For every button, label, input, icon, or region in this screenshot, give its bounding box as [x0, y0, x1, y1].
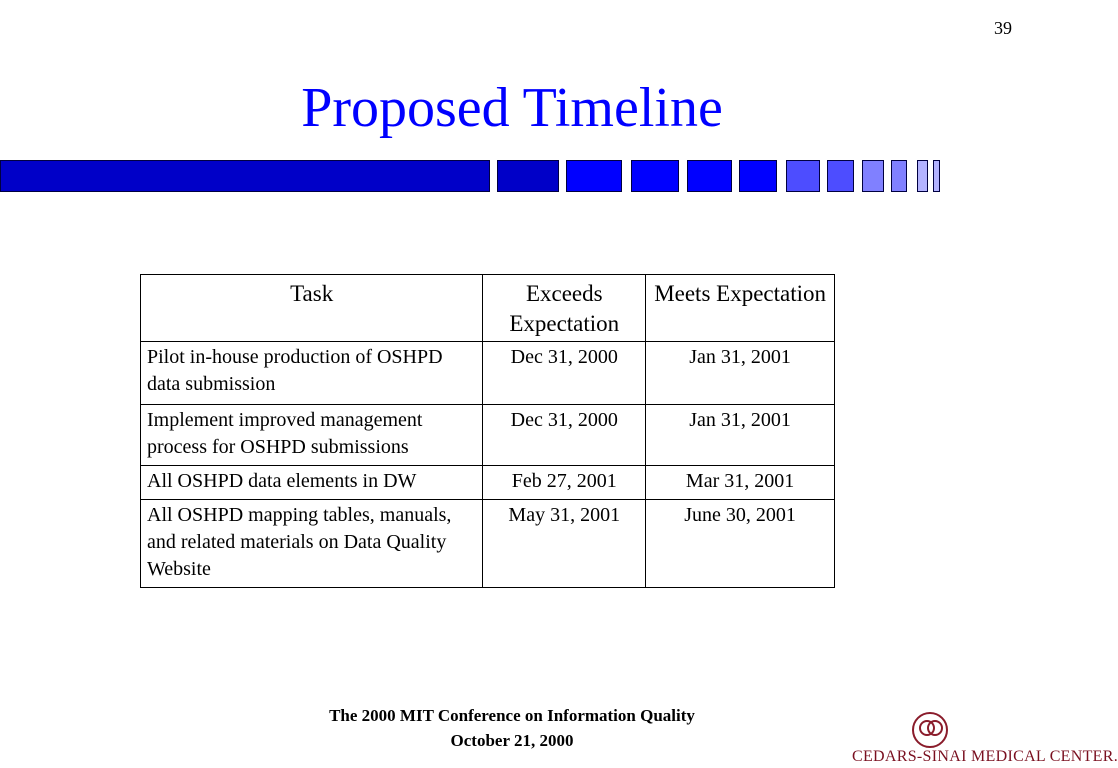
- table-row: [141, 405, 835, 466]
- task-cell: Pilot in-house production of OSHPD data submission: [141, 342, 483, 405]
- column-header-meets: Meets Expectation: [646, 275, 835, 342]
- bar-segment: [631, 160, 679, 192]
- timeline-table: [140, 274, 835, 588]
- table-header-row: [141, 275, 835, 342]
- table-row: [141, 466, 835, 500]
- meets-date-cell: June 30, 2001: [646, 500, 835, 588]
- column-header-task: Task: [141, 275, 483, 342]
- bar-segment: [739, 160, 777, 192]
- footer-conference: The 2000 MIT Conference on Information Quality: [329, 706, 695, 725]
- logo-text: CEDARS-SINAI MEDICAL CENTER.: [852, 748, 1118, 765]
- bar-segment: [917, 160, 928, 192]
- footer-date: October 21, 2000: [450, 731, 574, 750]
- logo-emblem-icon: [912, 712, 948, 748]
- table-row: [141, 342, 835, 405]
- bar-segment: [566, 160, 622, 192]
- exceeds-date-cell: Dec 31, 2000: [483, 342, 646, 405]
- exceeds-date-cell: Feb 27, 2001: [483, 466, 646, 500]
- meets-date-cell: Mar 31, 2001: [646, 466, 835, 500]
- bar-segment: [0, 160, 490, 192]
- exceeds-date-cell: Dec 31, 2000: [483, 405, 646, 466]
- table-row: [141, 500, 835, 588]
- column-header-exceeds: Exceeds Expectation: [483, 275, 646, 342]
- exceeds-date-cell: May 31, 2001: [483, 500, 646, 588]
- task-cell: Implement improved management process for OSHPD submissions: [141, 405, 483, 466]
- task-cell: All OSHPD mapping tables, manuals, and related materials on Data Quality Website: [141, 500, 483, 588]
- bar-segment: [827, 160, 854, 192]
- bar-segment: [687, 160, 732, 192]
- page-number: 39: [994, 18, 1012, 38]
- meets-date-cell: Jan 31, 2001: [646, 405, 835, 466]
- cedars-sinai-logo: [852, 712, 1118, 768]
- task-cell: All OSHPD data elements in DW: [141, 466, 483, 500]
- bar-segment: [933, 160, 940, 192]
- bar-segment: [862, 160, 884, 192]
- slide-title: Proposed Timeline: [301, 77, 723, 139]
- bar-segment: [497, 160, 559, 192]
- meets-date-cell: Jan 31, 2001: [646, 342, 835, 405]
- bar-segment: [786, 160, 820, 192]
- decorative-bar: [0, 160, 945, 194]
- bar-segment: [891, 160, 907, 192]
